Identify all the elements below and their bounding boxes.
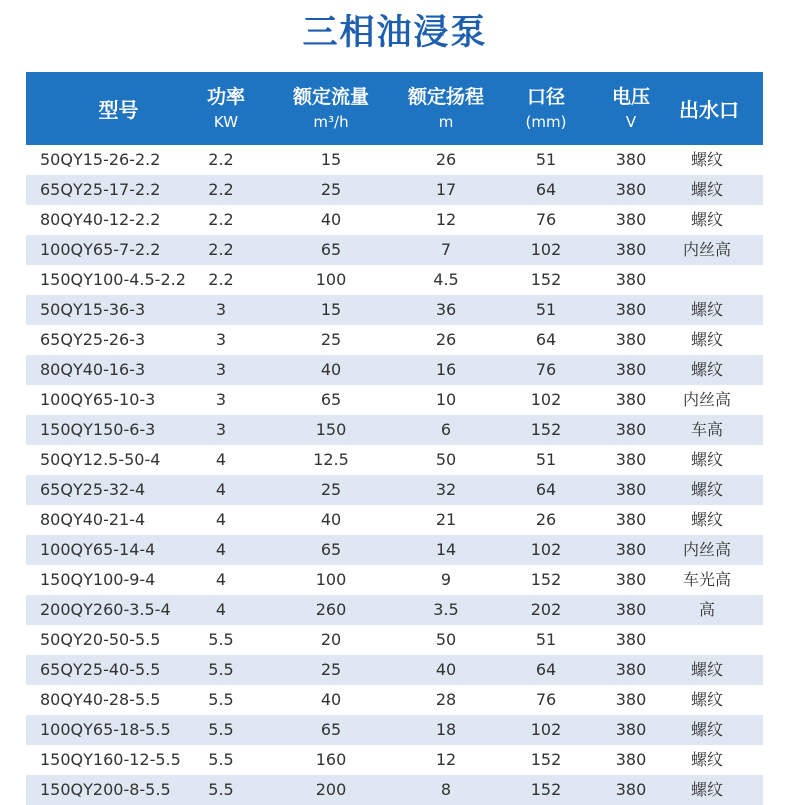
table-row	[26, 445, 763, 475]
cell-outlet: 螺纹	[690, 180, 723, 199]
cell-voltage: 380	[615, 570, 647, 589]
header-power	[196, 72, 256, 145]
table-header	[26, 72, 763, 145]
header-voltage-label: 电压	[611, 85, 650, 108]
cell-head: 12	[435, 750, 457, 769]
table-row	[26, 385, 763, 415]
cell-caliber: 102	[530, 240, 562, 259]
header-caliber	[506, 72, 586, 145]
cell-flow: 15	[320, 150, 342, 169]
cell-outlet: 车高	[690, 420, 723, 439]
cell-outlet: 螺纹	[690, 360, 723, 379]
cell-caliber: 51	[535, 300, 557, 319]
cell-outlet: 车光高	[682, 570, 731, 589]
cell-outlet: 内丝高	[682, 390, 731, 409]
cell-power: 5.5	[208, 750, 234, 769]
cell-model: 65QY25-32-4	[40, 480, 146, 499]
header-head-label: 额定扬程	[407, 85, 484, 108]
cell-voltage: 380	[615, 510, 647, 529]
cell-caliber: 152	[530, 750, 562, 769]
table-row	[26, 475, 763, 505]
cell-caliber: 51	[535, 150, 557, 169]
cell-model: 80QY40-12-2.2	[40, 210, 161, 229]
cell-voltage: 380	[615, 600, 647, 619]
cell-flow: 15	[320, 300, 342, 319]
cell-model: 200QY260-3.5-4	[40, 600, 171, 619]
cell-head: 21	[435, 510, 457, 529]
cell-power: 4	[215, 570, 227, 589]
cell-voltage: 380	[615, 180, 647, 199]
cell-outlet: 螺纹	[690, 330, 723, 349]
header-voltage	[591, 72, 671, 145]
cell-flow: 260	[315, 600, 347, 619]
header-model-label: 型号	[98, 98, 139, 122]
cell-head: 26	[435, 150, 457, 169]
cell-outlet: 螺纹	[690, 150, 723, 169]
header-flow	[271, 72, 391, 145]
cell-caliber: 51	[535, 450, 557, 469]
cell-voltage: 380	[615, 660, 647, 679]
cell-power: 5.5	[208, 720, 234, 739]
cell-voltage: 380	[615, 420, 647, 439]
header-caliber-label: 口径	[526, 85, 565, 108]
cell-power: 3	[215, 390, 227, 409]
table-row	[26, 145, 763, 175]
cell-outlet: 螺纹	[690, 300, 723, 319]
cell-head: 40	[435, 660, 457, 679]
cell-flow: 65	[320, 720, 342, 739]
table-row	[26, 205, 763, 235]
cell-model: 80QY40-28-5.5	[40, 690, 161, 709]
cell-flow: 25	[320, 480, 342, 499]
cell-outlet: 螺纹	[690, 720, 723, 739]
cell-power: 2.2	[208, 180, 234, 199]
cell-power: 4	[215, 480, 227, 499]
cell-head: 36	[435, 300, 457, 319]
cell-flow: 40	[320, 690, 342, 709]
cell-model: 100QY65-7-2.2	[40, 240, 161, 259]
cell-voltage: 380	[615, 480, 647, 499]
cell-caliber: 64	[535, 660, 557, 679]
table-row	[26, 685, 763, 715]
cell-outlet: 螺纹	[690, 480, 723, 499]
cell-head: 4.5	[433, 270, 459, 289]
cell-caliber: 102	[530, 390, 562, 409]
cell-outlet: 螺纹	[690, 660, 723, 679]
cell-caliber: 76	[535, 360, 557, 379]
cell-power: 2.2	[208, 150, 234, 169]
cell-model: 100QY65-14-4	[40, 540, 156, 559]
cell-outlet: 螺纹	[690, 750, 723, 769]
cell-head: 28	[435, 690, 457, 709]
cell-head: 7	[440, 240, 452, 259]
header-flow-unit: m³/h	[313, 112, 349, 131]
table-body	[26, 145, 763, 805]
cell-voltage: 380	[615, 210, 647, 229]
cell-voltage: 380	[615, 630, 647, 649]
cell-outlet: 高	[698, 600, 715, 619]
header-outlet-label: 出水口	[679, 98, 739, 122]
cell-voltage: 380	[615, 240, 647, 259]
cell-voltage: 380	[615, 780, 647, 799]
cell-caliber: 152	[530, 570, 562, 589]
cell-head: 12	[435, 210, 457, 229]
header-flow-label: 额定流量	[292, 85, 369, 108]
cell-head: 50	[435, 630, 457, 649]
cell-head: 16	[435, 360, 457, 379]
cell-head: 26	[435, 330, 457, 349]
cell-model: 150QY100-4.5-2.2	[40, 270, 186, 289]
cell-model: 80QY40-21-4	[40, 510, 146, 529]
cell-voltage: 380	[615, 750, 647, 769]
cell-model: 80QY40-16-3	[40, 360, 146, 379]
cell-caliber: 76	[535, 690, 557, 709]
cell-model: 150QY200-8-5.5	[40, 780, 171, 799]
cell-power: 2.2	[208, 240, 234, 259]
cell-outlet	[666, 625, 748, 655]
cell-power: 5.5	[208, 630, 234, 649]
cell-voltage: 380	[615, 270, 647, 289]
cell-voltage: 380	[615, 390, 647, 409]
header-power-unit: KW	[213, 112, 239, 131]
cell-flow: 25	[320, 180, 342, 199]
cell-head: 6	[440, 420, 452, 439]
table-row	[26, 505, 763, 535]
table-row	[26, 565, 763, 595]
table-row	[26, 655, 763, 685]
spec-table	[26, 72, 763, 805]
header-outlet	[666, 72, 752, 145]
cell-power: 5.5	[208, 690, 234, 709]
cell-power: 3	[215, 360, 227, 379]
cell-flow: 200	[315, 780, 347, 799]
cell-caliber: 64	[535, 180, 557, 199]
table-row	[26, 595, 763, 625]
header-head	[386, 72, 506, 145]
cell-power: 3	[215, 330, 227, 349]
cell-flow: 40	[320, 210, 342, 229]
cell-model: 50QY12.5-50-4	[40, 450, 161, 469]
cell-flow: 40	[320, 510, 342, 529]
cell-caliber: 152	[530, 270, 562, 289]
table-row	[26, 295, 763, 325]
cell-caliber: 202	[530, 600, 562, 619]
cell-head: 17	[435, 180, 457, 199]
cell-power: 5.5	[208, 660, 234, 679]
cell-flow: 150	[315, 420, 347, 439]
cell-outlet: 螺纹	[690, 780, 723, 799]
table-row	[26, 325, 763, 355]
cell-outlet: 螺纹	[690, 690, 723, 709]
cell-caliber: 64	[535, 480, 557, 499]
cell-power: 4	[215, 600, 227, 619]
cell-head: 3.5	[433, 600, 459, 619]
cell-flow: 100	[315, 570, 347, 589]
cell-caliber: 152	[530, 420, 562, 439]
cell-flow: 12.5	[313, 450, 349, 469]
cell-head: 18	[435, 720, 457, 739]
cell-voltage: 380	[615, 720, 647, 739]
cell-model: 100QY65-10-3	[40, 390, 156, 409]
cell-model: 65QY25-40-5.5	[40, 660, 161, 679]
cell-model: 150QY160-12-5.5	[40, 750, 181, 769]
table-row	[26, 175, 763, 205]
cell-caliber: 102	[530, 540, 562, 559]
cell-caliber: 76	[535, 210, 557, 229]
cell-power: 2.2	[208, 210, 234, 229]
table-row	[26, 745, 763, 775]
cell-model: 100QY65-18-5.5	[40, 720, 171, 739]
cell-power: 3	[215, 420, 227, 439]
cell-head: 32	[435, 480, 457, 499]
cell-head: 10	[435, 390, 457, 409]
table-row	[26, 235, 763, 265]
cell-caliber: 26	[535, 510, 557, 529]
cell-flow: 40	[320, 360, 342, 379]
cell-model: 50QY15-36-3	[40, 300, 146, 319]
cell-model: 65QY25-26-3	[40, 330, 146, 349]
cell-flow: 25	[320, 660, 342, 679]
cell-outlet: 螺纹	[690, 450, 723, 469]
cell-flow: 65	[320, 240, 342, 259]
table-row	[26, 265, 763, 295]
table-row	[26, 355, 763, 385]
cell-head: 9	[440, 570, 452, 589]
cell-voltage: 380	[615, 330, 647, 349]
cell-caliber: 64	[535, 330, 557, 349]
header-power-label: 功率	[206, 85, 245, 108]
header-caliber-unit: (mm)	[525, 112, 567, 131]
cell-flow: 65	[320, 390, 342, 409]
header-head-unit: m	[438, 112, 454, 131]
cell-flow: 20	[320, 630, 342, 649]
cell-head: 50	[435, 450, 457, 469]
cell-outlet	[666, 265, 748, 295]
cell-power: 4	[215, 510, 227, 529]
header-voltage-unit: V	[625, 112, 637, 131]
cell-flow: 160	[315, 750, 347, 769]
cell-model: 50QY20-50-5.5	[40, 630, 161, 649]
cell-model: 50QY15-26-2.2	[40, 150, 161, 169]
cell-voltage: 380	[615, 540, 647, 559]
cell-flow: 25	[320, 330, 342, 349]
table-row	[26, 775, 763, 805]
cell-outlet: 内丝高	[682, 240, 731, 259]
table-row	[26, 715, 763, 745]
cell-power: 4	[215, 540, 227, 559]
cell-voltage: 380	[615, 690, 647, 709]
cell-voltage: 380	[615, 300, 647, 319]
cell-model: 65QY25-17-2.2	[40, 180, 161, 199]
cell-voltage: 380	[615, 450, 647, 469]
cell-outlet: 螺纹	[690, 510, 723, 529]
cell-power: 2.2	[208, 270, 234, 289]
cell-power: 3	[215, 300, 227, 319]
cell-head: 8	[440, 780, 452, 799]
cell-flow: 100	[315, 270, 347, 289]
cell-power: 4	[215, 450, 227, 469]
cell-outlet: 内丝高	[682, 540, 731, 559]
cell-model: 150QY100-9-4	[40, 570, 156, 589]
cell-model: 150QY150-6-3	[40, 420, 156, 439]
cell-caliber: 51	[535, 630, 557, 649]
cell-caliber: 152	[530, 780, 562, 799]
header-model	[61, 72, 176, 145]
cell-caliber: 102	[530, 720, 562, 739]
page-title: 三相油浸泵	[302, 13, 488, 53]
cell-head: 14	[435, 540, 457, 559]
cell-voltage: 380	[615, 360, 647, 379]
cell-voltage: 380	[615, 150, 647, 169]
cell-flow: 65	[320, 540, 342, 559]
table-row	[26, 415, 763, 445]
table-row	[26, 625, 763, 655]
cell-power: 5.5	[208, 780, 234, 799]
cell-outlet: 螺纹	[690, 210, 723, 229]
table-row	[26, 535, 763, 565]
